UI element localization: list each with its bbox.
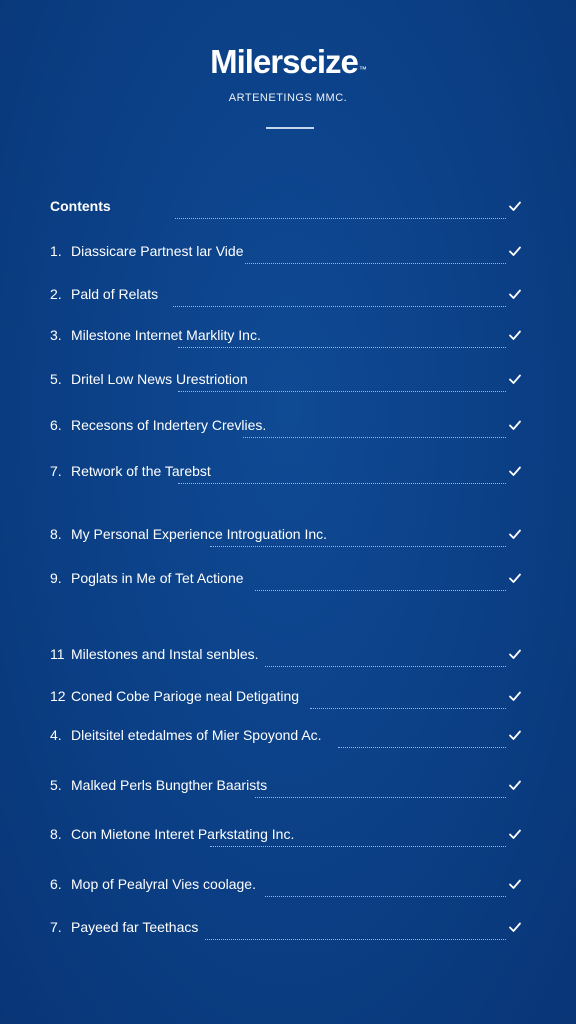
toc-entry-title: Diassicare Partnest lar Vide	[71, 243, 244, 259]
toc-entry-title: Pald of Relats	[71, 286, 159, 302]
toc-entry-number: 1.	[50, 243, 62, 259]
toc-entry-title: Recesons of Indertery Crevlies.	[71, 417, 267, 433]
check-icon	[508, 418, 522, 432]
toc-entry-number: 6.	[50, 876, 62, 892]
toc-entry-title: Con Mietone Interet Parkstating Inc.	[71, 826, 295, 842]
leader-dots	[265, 896, 506, 897]
toc-entry-title: Coned Cobe Parioge neal Detigating	[71, 688, 300, 704]
toc-heading-row[interactable]	[50, 195, 522, 219]
toc-entry-number: 6.	[50, 417, 62, 433]
brand-name	[0, 42, 576, 82]
toc-entry-number: 9.	[50, 570, 62, 586]
toc-entry[interactable]	[50, 324, 522, 348]
toc-entry-number: 2.	[50, 286, 62, 302]
leader-dots	[178, 391, 506, 392]
toc-entry-number: 7.	[50, 919, 62, 935]
check-icon	[508, 920, 522, 934]
toc-entry-number: 7.	[50, 463, 62, 479]
check-icon	[508, 827, 522, 841]
leader-dots	[210, 846, 506, 847]
leader-dots	[265, 666, 506, 667]
toc-entry-title: Retwork of the Tarebst	[71, 463, 211, 479]
leader-dots	[210, 546, 506, 547]
leader-dots	[243, 437, 506, 438]
brand-block	[0, 42, 576, 104]
check-icon	[508, 328, 522, 342]
toc-entry[interactable]	[50, 240, 522, 264]
toc-entry[interactable]	[50, 523, 522, 547]
check-icon	[508, 464, 522, 478]
toc-entry[interactable]	[50, 368, 522, 392]
leader-dots	[178, 347, 506, 348]
toc-entry-title: Poglats in Me of Tet Actione	[71, 570, 244, 586]
check-icon	[508, 877, 522, 891]
toc-entry-number: 12	[50, 688, 66, 704]
toc-entry-title: Milestone Internet Marklity Inc.	[71, 327, 261, 343]
toc-entry[interactable]	[50, 414, 522, 438]
leader-dots	[255, 590, 506, 591]
toc-heading: Contents	[50, 198, 111, 214]
check-icon	[508, 527, 522, 541]
leader-dots	[175, 218, 506, 219]
toc-entry-number: 5.	[50, 777, 62, 793]
toc-entry-title: Dleitsitel etedalmes of Mier Spoyond Ac.	[71, 727, 322, 743]
toc-entry-title: Milestones and Instal senbles.	[71, 646, 259, 662]
toc-entry-number: 3.	[50, 327, 62, 343]
leader-dots	[338, 747, 506, 748]
toc-entry[interactable]	[50, 460, 522, 484]
leader-dots	[255, 797, 506, 798]
leader-dots	[178, 483, 506, 484]
leader-dots	[310, 708, 506, 709]
check-icon	[508, 778, 522, 792]
leader-dots	[173, 306, 506, 307]
check-icon	[508, 728, 522, 742]
check-icon	[508, 372, 522, 386]
toc-entry[interactable]	[50, 916, 522, 940]
brand-subtitle: ARTENETINGS MMC.	[228, 92, 348, 104]
check-icon	[508, 199, 522, 213]
leader-dots	[205, 939, 506, 940]
toc-entry[interactable]	[50, 643, 522, 667]
toc-entry-title: Malked Perls Bungther Baarists	[71, 777, 268, 793]
toc-entry[interactable]	[50, 685, 522, 709]
check-icon	[508, 244, 522, 258]
check-icon	[508, 647, 522, 661]
toc-entry[interactable]	[50, 567, 522, 591]
toc-entry-title: Mop of Pealyral Vies coolage.	[71, 876, 256, 892]
toc-entry[interactable]	[50, 774, 522, 798]
toc-entry[interactable]	[50, 873, 522, 897]
toc-entry-number: 8.	[50, 526, 62, 542]
toc-entry-title: My Personal Experience Introguation Inc.	[71, 526, 328, 542]
check-icon	[508, 287, 522, 301]
trademark-mark: ™	[358, 65, 366, 74]
brand-name-text: Milerscize	[210, 43, 358, 80]
toc-entry-number: 8.	[50, 826, 62, 842]
toc-entry[interactable]	[50, 283, 522, 307]
toc-entry[interactable]	[50, 724, 522, 748]
toc-entry-title: Payeed far Teethacs	[71, 919, 199, 935]
toc-entry[interactable]	[50, 823, 522, 847]
toc-entry-number: 4.	[50, 727, 62, 743]
header-divider	[266, 127, 314, 129]
toc-entry-number: 5.	[50, 371, 62, 387]
toc-entry-title: Dritel Low News Urestriotion	[71, 371, 248, 387]
check-icon	[508, 689, 522, 703]
toc-entry-number: 11	[50, 646, 65, 662]
check-icon	[508, 571, 522, 585]
leader-dots	[245, 263, 506, 264]
